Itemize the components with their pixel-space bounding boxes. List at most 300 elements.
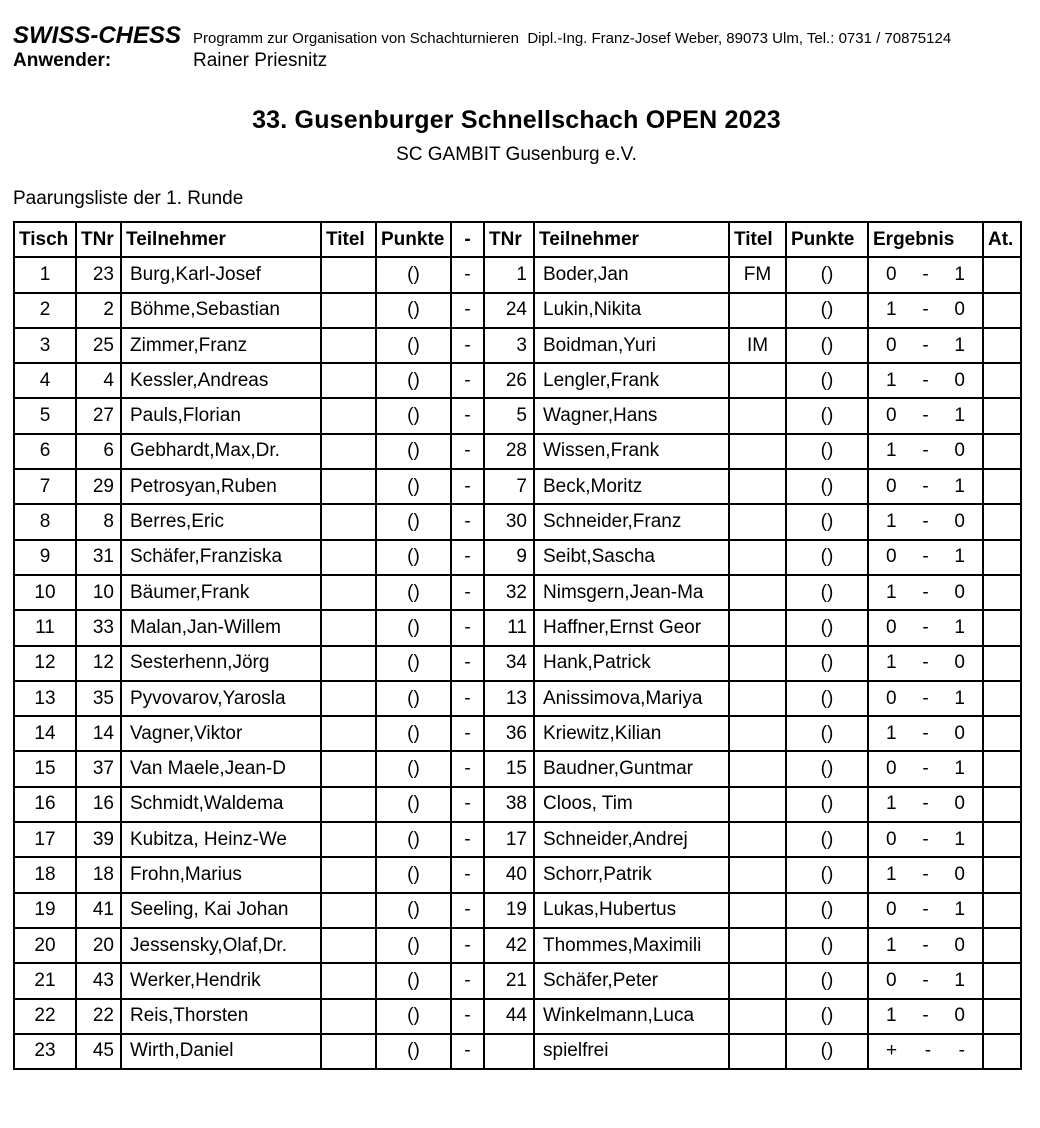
cell-punkte-white: ()	[376, 540, 451, 575]
cell-punkte-black: ()	[786, 751, 868, 786]
result-separator: -	[922, 652, 929, 674]
cell-titel-white	[321, 504, 376, 539]
result-white: 0	[886, 546, 897, 568]
cell-tisch: 23	[14, 1034, 76, 1069]
cell-punkte-black: ()	[786, 434, 868, 469]
pairing-row	[14, 822, 1021, 857]
result-separator: -	[922, 863, 929, 885]
cell-ergebnis	[868, 328, 983, 363]
result-white: 0	[886, 263, 897, 285]
result-black: 1	[954, 899, 965, 921]
cell-separator: -	[451, 434, 484, 469]
result-black: 1	[954, 263, 965, 285]
col-header-separator: -	[451, 222, 484, 257]
cell-at	[983, 822, 1021, 857]
cell-teilnehmer-black: Boder,Jan	[534, 257, 729, 292]
cell-tnr-white: 22	[76, 999, 121, 1034]
col-header-punkte-black: Punkte	[786, 222, 868, 257]
cell-separator: -	[451, 999, 484, 1034]
cell-teilnehmer-white: Sesterhenn,Jörg	[121, 646, 321, 681]
cell-titel-black	[729, 963, 786, 998]
pairing-row	[14, 928, 1021, 963]
cell-punkte-white: ()	[376, 257, 451, 292]
cell-titel-white	[321, 328, 376, 363]
result-black: 1	[954, 334, 965, 356]
result-black: 0	[954, 440, 965, 462]
cell-ergebnis	[868, 610, 983, 645]
cell-tnr-black: 1	[484, 257, 534, 292]
cell-at	[983, 1034, 1021, 1069]
result-black: 1	[954, 475, 965, 497]
cell-titel-black	[729, 681, 786, 716]
pairing-table	[13, 221, 1022, 1070]
cell-tnr-white: 23	[76, 257, 121, 292]
cell-teilnehmer-white: Van Maele,Jean-D	[121, 751, 321, 786]
cell-tnr-white: 33	[76, 610, 121, 645]
cell-teilnehmer-black: Boidman,Yuri	[534, 328, 729, 363]
cell-at	[983, 504, 1021, 539]
result-separator: -	[922, 581, 929, 603]
user-label: Anwender:	[13, 50, 112, 71]
cell-tnr-black: 34	[484, 646, 534, 681]
cell-titel-white	[321, 999, 376, 1034]
cell-teilnehmer-black: Winkelmann,Luca	[534, 999, 729, 1034]
cell-ergebnis	[868, 363, 983, 398]
cell-tnr-white: 18	[76, 857, 121, 892]
cell-tisch: 12	[14, 646, 76, 681]
result-white: 0	[886, 334, 897, 356]
cell-teilnehmer-black: Hank,Patrick	[534, 646, 729, 681]
title-block	[13, 106, 1020, 166]
col-header-tnr-black: TNr	[484, 222, 534, 257]
cell-teilnehmer-black: Lengler,Frank	[534, 363, 729, 398]
cell-separator: -	[451, 716, 484, 751]
cell-punkte-black: ()	[786, 893, 868, 928]
cell-tisch: 9	[14, 540, 76, 575]
result-separator: -	[922, 758, 929, 780]
cell-tnr-white: 31	[76, 540, 121, 575]
cell-separator: -	[451, 751, 484, 786]
pairing-row	[14, 363, 1021, 398]
cell-tnr-white: 12	[76, 646, 121, 681]
cell-separator: -	[451, 963, 484, 998]
cell-titel-white	[321, 363, 376, 398]
cell-tisch: 13	[14, 681, 76, 716]
cell-titel-black	[729, 893, 786, 928]
result-white: 0	[886, 475, 897, 497]
cell-tnr-white: 10	[76, 575, 121, 610]
cell-titel-black: IM	[729, 328, 786, 363]
cell-ergebnis	[868, 751, 983, 786]
cell-tnr-white: 25	[76, 328, 121, 363]
cell-at	[983, 928, 1021, 963]
result-black: 0	[954, 369, 965, 391]
cell-punkte-black: ()	[786, 610, 868, 645]
cell-teilnehmer-black: Wissen,Frank	[534, 434, 729, 469]
cell-ergebnis	[868, 540, 983, 575]
cell-punkte-black: ()	[786, 257, 868, 292]
cell-tnr-white: 39	[76, 822, 121, 857]
cell-at	[983, 787, 1021, 822]
cell-ergebnis	[868, 857, 983, 892]
pairing-row	[14, 540, 1021, 575]
cell-teilnehmer-white: Schmidt,Waldema	[121, 787, 321, 822]
pairing-row	[14, 646, 1021, 681]
cell-titel-white	[321, 575, 376, 610]
result-black: 0	[954, 652, 965, 674]
cell-tisch: 1	[14, 257, 76, 292]
cell-teilnehmer-black: Baudner,Guntmar	[534, 751, 729, 786]
cell-punkte-black: ()	[786, 540, 868, 575]
cell-at	[983, 963, 1021, 998]
cell-teilnehmer-black: Schorr,Patrik	[534, 857, 729, 892]
result-black: 1	[954, 405, 965, 427]
col-header-at: At.	[983, 222, 1021, 257]
cell-teilnehmer-black: Cloos, Tim	[534, 787, 729, 822]
result-separator: -	[924, 1040, 932, 1062]
cell-at	[983, 857, 1021, 892]
cell-separator: -	[451, 1034, 484, 1069]
cell-tnr-black: 36	[484, 716, 534, 751]
cell-punkte-black: ()	[786, 504, 868, 539]
result-black: 0	[954, 934, 965, 956]
result-separator: -	[922, 299, 929, 321]
cell-teilnehmer-white: Jessensky,Olaf,Dr.	[121, 928, 321, 963]
program-header	[13, 22, 1027, 49]
cell-tisch: 3	[14, 328, 76, 363]
cell-tisch: 5	[14, 398, 76, 433]
cell-punkte-black: ()	[786, 716, 868, 751]
cell-teilnehmer-black: Wagner,Hans	[534, 398, 729, 433]
cell-at	[983, 363, 1021, 398]
cell-teilnehmer-white: Seeling, Kai Johan	[121, 893, 321, 928]
cell-punkte-black: ()	[786, 293, 868, 328]
cell-tnr-black: 38	[484, 787, 534, 822]
cell-punkte-white: ()	[376, 751, 451, 786]
cell-separator: -	[451, 257, 484, 292]
cell-tnr-black: 5	[484, 398, 534, 433]
cell-punkte-white: ()	[376, 928, 451, 963]
cell-separator: -	[451, 857, 484, 892]
cell-tisch: 4	[14, 363, 76, 398]
cell-titel-white	[321, 787, 376, 822]
cell-punkte-white: ()	[376, 857, 451, 892]
cell-titel-white	[321, 857, 376, 892]
cell-punkte-white: ()	[376, 999, 451, 1034]
pairing-table-body	[14, 257, 1021, 1069]
cell-tisch: 8	[14, 504, 76, 539]
pairing-row	[14, 575, 1021, 610]
pairing-row	[14, 293, 1021, 328]
result-separator: -	[922, 546, 929, 568]
cell-at	[983, 575, 1021, 610]
cell-ergebnis	[868, 999, 983, 1034]
cell-separator: -	[451, 646, 484, 681]
cell-tnr-white: 20	[76, 928, 121, 963]
cell-at	[983, 257, 1021, 292]
cell-titel-black	[729, 504, 786, 539]
cell-teilnehmer-white: Pyvovarov,Yarosla	[121, 681, 321, 716]
result-black: 1	[954, 828, 965, 850]
cell-punkte-black: ()	[786, 857, 868, 892]
cell-titel-black	[729, 822, 786, 857]
cell-separator: -	[451, 363, 484, 398]
cell-punkte-black: ()	[786, 999, 868, 1034]
cell-tnr-black: 3	[484, 328, 534, 363]
result-white: 1	[886, 863, 897, 885]
cell-tisch: 20	[14, 928, 76, 963]
cell-punkte-black: ()	[786, 787, 868, 822]
result-separator: -	[922, 616, 929, 638]
cell-titel-black	[729, 857, 786, 892]
pairing-row	[14, 504, 1021, 539]
cell-tisch: 19	[14, 893, 76, 928]
cell-tnr-black: 9	[484, 540, 534, 575]
pairing-row	[14, 328, 1021, 363]
cell-separator: -	[451, 928, 484, 963]
cell-punkte-black: ()	[786, 469, 868, 504]
cell-separator: -	[451, 610, 484, 645]
pairing-row	[14, 610, 1021, 645]
cell-separator: -	[451, 787, 484, 822]
cell-tnr-white: 8	[76, 504, 121, 539]
result-white: 0	[886, 758, 897, 780]
cell-tisch: 21	[14, 963, 76, 998]
cell-ergebnis	[868, 963, 983, 998]
cell-tnr-white: 37	[76, 751, 121, 786]
user-name: Rainer Priesnitz	[193, 50, 328, 71]
result-separator: -	[922, 475, 929, 497]
result-black: 1	[954, 758, 965, 780]
cell-punkte-white: ()	[376, 575, 451, 610]
cell-punkte-white: ()	[376, 363, 451, 398]
cell-tisch: 6	[14, 434, 76, 469]
cell-teilnehmer-white: Frohn,Marius	[121, 857, 321, 892]
result-black: 0	[954, 722, 965, 744]
pairing-row	[14, 398, 1021, 433]
cell-tnr-black: 7	[484, 469, 534, 504]
result-white: 1	[886, 581, 897, 603]
result-white: 0	[886, 687, 897, 709]
cell-teilnehmer-white: Pauls,Florian	[121, 398, 321, 433]
cell-ergebnis	[868, 257, 983, 292]
cell-titel-black	[729, 363, 786, 398]
cell-titel-black	[729, 610, 786, 645]
cell-teilnehmer-white: Kessler,Andreas	[121, 363, 321, 398]
col-header-ergebnis: Ergebnis	[868, 222, 983, 257]
cell-teilnehmer-black: Schneider,Franz	[534, 504, 729, 539]
cell-tnr-white: 14	[76, 716, 121, 751]
cell-tnr-black: 44	[484, 999, 534, 1034]
cell-titel-white	[321, 751, 376, 786]
app-brand: SWISS-CHESS	[13, 22, 182, 49]
cell-separator: -	[451, 328, 484, 363]
cell-tnr-black	[484, 1034, 534, 1069]
cell-teilnehmer-white: Zimmer,Franz	[121, 328, 321, 363]
cell-tnr-black: 40	[484, 857, 534, 892]
result-white: 0	[886, 828, 897, 850]
cell-titel-black	[729, 469, 786, 504]
cell-teilnehmer-black: spielfrei	[534, 1034, 729, 1069]
result-separator: -	[922, 722, 929, 744]
cell-at	[983, 893, 1021, 928]
club-name: SC GAMBIT Gusenburg e.V.	[396, 144, 637, 165]
result-white: 1	[886, 934, 897, 956]
result-separator: -	[922, 793, 929, 815]
cell-teilnehmer-white: Schäfer,Franziska	[121, 540, 321, 575]
result-white: 0	[886, 969, 897, 991]
cell-punkte-white: ()	[376, 398, 451, 433]
result-black: 0	[954, 511, 965, 533]
cell-separator: -	[451, 504, 484, 539]
cell-ergebnis	[868, 469, 983, 504]
cell-ergebnis	[868, 504, 983, 539]
cell-separator: -	[451, 293, 484, 328]
cell-titel-black: FM	[729, 257, 786, 292]
result-white: 1	[886, 722, 897, 744]
cell-teilnehmer-white: Bäumer,Frank	[121, 575, 321, 610]
cell-teilnehmer-black: Schneider,Andrej	[534, 822, 729, 857]
pairing-row	[14, 963, 1021, 998]
cell-tisch: 10	[14, 575, 76, 610]
cell-tisch: 22	[14, 999, 76, 1034]
result-separator: -	[922, 969, 929, 991]
col-header-titel-white: Titel	[321, 222, 376, 257]
cell-teilnehmer-white: Berres,Eric	[121, 504, 321, 539]
pairing-row	[14, 999, 1021, 1034]
cell-titel-white	[321, 469, 376, 504]
result-separator: -	[922, 263, 929, 285]
cell-separator: -	[451, 540, 484, 575]
pairing-row	[14, 787, 1021, 822]
cell-tnr-black: 28	[484, 434, 534, 469]
result-white: +	[886, 1040, 898, 1062]
cell-titel-black	[729, 1034, 786, 1069]
cell-titel-white	[321, 681, 376, 716]
cell-at	[983, 751, 1021, 786]
cell-punkte-white: ()	[376, 610, 451, 645]
result-black: 0	[954, 581, 965, 603]
result-white: 0	[886, 899, 897, 921]
result-black: 0	[954, 863, 965, 885]
cell-teilnehmer-white: Petrosyan,Ruben	[121, 469, 321, 504]
cell-punkte-white: ()	[376, 328, 451, 363]
cell-tnr-black: 42	[484, 928, 534, 963]
cell-teilnehmer-white: Reis,Thorsten	[121, 999, 321, 1034]
cell-at	[983, 681, 1021, 716]
cell-teilnehmer-white: Vagner,Viktor	[121, 716, 321, 751]
result-white: 1	[886, 652, 897, 674]
cell-punkte-white: ()	[376, 434, 451, 469]
cell-titel-white	[321, 434, 376, 469]
cell-titel-black	[729, 716, 786, 751]
cell-punkte-white: ()	[376, 469, 451, 504]
result-white: 0	[886, 405, 897, 427]
cell-tnr-black: 21	[484, 963, 534, 998]
cell-at	[983, 610, 1021, 645]
cell-ergebnis	[868, 434, 983, 469]
result-black: 0	[954, 299, 965, 321]
cell-teilnehmer-black: Nimsgern,Jean-Ma	[534, 575, 729, 610]
cell-separator: -	[451, 681, 484, 716]
result-white: 1	[886, 511, 897, 533]
cell-teilnehmer-black: Haffner,Ernst Geor	[534, 610, 729, 645]
cell-teilnehmer-white: Burg,Karl-Josef	[121, 257, 321, 292]
cell-titel-black	[729, 540, 786, 575]
cell-ergebnis	[868, 928, 983, 963]
cell-tisch: 7	[14, 469, 76, 504]
cell-tnr-white: 2	[76, 293, 121, 328]
cell-titel-white	[321, 293, 376, 328]
result-separator: -	[922, 899, 929, 921]
col-header-tisch: Tisch	[14, 222, 76, 257]
cell-tnr-white: 6	[76, 434, 121, 469]
cell-teilnehmer-black: Lukin,Nikita	[534, 293, 729, 328]
cell-tnr-white: 16	[76, 787, 121, 822]
cell-at	[983, 328, 1021, 363]
cell-titel-black	[729, 398, 786, 433]
cell-punkte-black: ()	[786, 575, 868, 610]
header-row	[14, 222, 1021, 257]
cell-punkte-white: ()	[376, 893, 451, 928]
cell-ergebnis	[868, 646, 983, 681]
cell-at	[983, 999, 1021, 1034]
cell-ergebnis	[868, 575, 983, 610]
cell-teilnehmer-black: Schäfer,Peter	[534, 963, 729, 998]
cell-titel-white	[321, 928, 376, 963]
cell-teilnehmer-white: Böhme,Sebastian	[121, 293, 321, 328]
pairing-row	[14, 1034, 1021, 1069]
cell-punkte-black: ()	[786, 328, 868, 363]
cell-titel-white	[321, 610, 376, 645]
result-black: 1	[954, 546, 965, 568]
cell-titel-white	[321, 1034, 376, 1069]
cell-separator: -	[451, 398, 484, 433]
cell-titel-white	[321, 893, 376, 928]
cell-tnr-black: 11	[484, 610, 534, 645]
cell-tisch: 18	[14, 857, 76, 892]
cell-titel-white	[321, 963, 376, 998]
col-header-teilnehmer-white: Teilnehmer	[121, 222, 321, 257]
cell-ergebnis	[868, 822, 983, 857]
pairing-row	[14, 434, 1021, 469]
cell-separator: -	[451, 893, 484, 928]
cell-separator: -	[451, 822, 484, 857]
result-separator: -	[922, 1005, 929, 1027]
result-separator: -	[922, 687, 929, 709]
cell-titel-white	[321, 257, 376, 292]
col-header-teilnehmer-black: Teilnehmer	[534, 222, 729, 257]
result-white: 1	[886, 369, 897, 391]
user-line	[13, 50, 1027, 75]
cell-tisch: 16	[14, 787, 76, 822]
cell-tnr-white: 41	[76, 893, 121, 928]
cell-ergebnis	[868, 1034, 983, 1069]
cell-punkte-black: ()	[786, 928, 868, 963]
cell-at	[983, 469, 1021, 504]
result-black: 0	[954, 1005, 965, 1027]
col-header-punkte-white: Punkte	[376, 222, 451, 257]
cell-tnr-black: 30	[484, 504, 534, 539]
col-header-tnr-white: TNr	[76, 222, 121, 257]
cell-tisch: 2	[14, 293, 76, 328]
result-white: 0	[886, 616, 897, 638]
cell-punkte-white: ()	[376, 716, 451, 751]
cell-punkte-white: ()	[376, 681, 451, 716]
cell-tnr-white: 45	[76, 1034, 121, 1069]
cell-teilnehmer-black: Lukas,Hubertus	[534, 893, 729, 928]
cell-tnr-white: 29	[76, 469, 121, 504]
